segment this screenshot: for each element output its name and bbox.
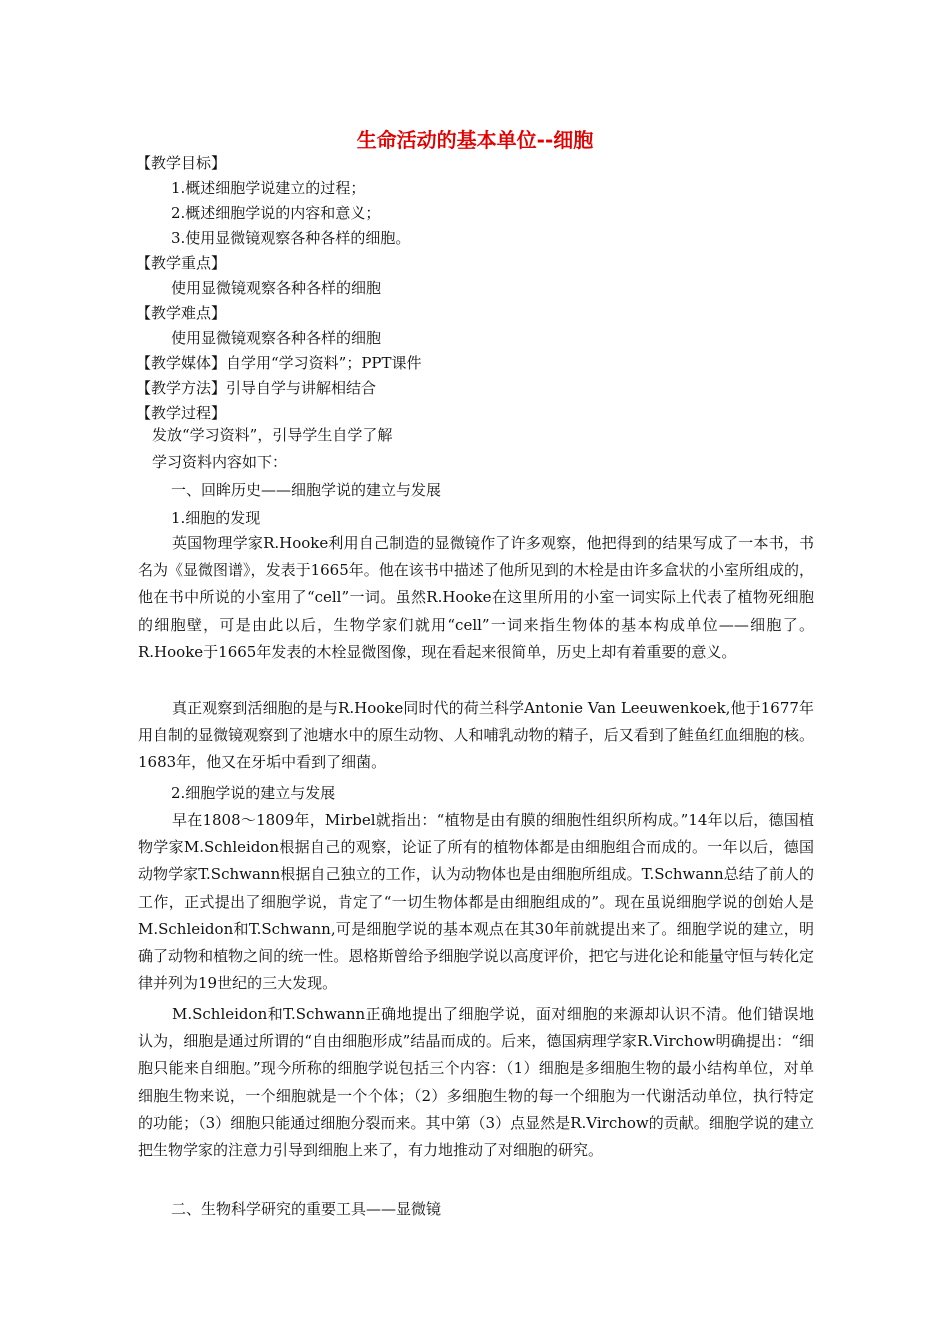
process-line: 发放“学习资料”，引导学生自学了解 — [152, 426, 393, 444]
media-line: 【教学媒体】自学用“学习资料”；PPT课件 — [136, 354, 422, 372]
goal-item: 1.概述细胞学说建立的过程； — [171, 179, 366, 197]
goal-item: 2.概述细胞学说的内容和意义； — [171, 204, 381, 222]
section-heading-2: 二、生物科学研究的重要工具——显微镜 — [171, 1200, 442, 1218]
key-text: 使用显微镜观察各种各样的细胞 — [171, 279, 382, 297]
subsection-heading-1: 1.细胞的发现 — [171, 509, 261, 527]
process-line: 学习资料内容如下： — [152, 453, 288, 471]
difficulty-text: 使用显微镜观察各种各样的细胞 — [171, 329, 382, 347]
paragraph-3: 早在1808～1809年，Mirbel就指出：“植物是由有膜的细胞性组织所构成。”14年以后，德国植物学家M.Schleidon根据自己的观察，论证了所有的植物体都是由细胞组合而成的。一年以后，德国动物学家T.Schwann根据自己独立的工作，认为动物体也是由细胞所组成。T.Schwann总结了前人的工作，正式提出了细胞学说，肯定了“一切生物体都是由细胞组成的”。现在虽说细胞学说的创始人是M.Schleidon和T.Schwann,可是细胞学说的基本观点在其30年前就提出来了。细胞学说的建立，明确了动物和植物之间的统一性。恩格斯曾给予细胞学说以高度评价，把它与进化论和能量守恒与转化定律并列为19世纪的三大发现。 — [138, 811, 814, 993]
paragraph-2: 真正观察到活细胞的是与R.Hooke同时代的荷兰科学Antonie Van Leeuwenkoek,他于1677年用自制的显微镜观察到了池塘水中的原生动物、人和哺乳动物的精子，后又看到了鲑鱼红血细胞的核。1683年，他又在牙垢中看到了细菌。 — [138, 699, 814, 772]
key-heading: 【教学重点】 — [136, 254, 227, 272]
method-line: 【教学方法】引导自学与讲解相结合 — [136, 379, 377, 397]
section-heading-1: 一、回眸历史——细胞学说的建立与发展 — [171, 481, 442, 499]
paragraph-4: M.Schleidon和T.Schwann正确地提出了细胞学说，面对细胞的来源却认识不清。他们错误地认为，细胞是通过所谓的“自由细胞形成”结晶而成的。后来，德国病理学家R.Virchow明确提出：“细胞只能来自细胞。”现今所称的细胞学说包括三个内容：（1）细胞是多细胞生物的最小结构单位，对单细胞生物来说，一个细胞就是一个个体；（2）多细胞生物的每一个细胞为一代谢活动单位，执行特定的功能；（3）细胞只能通过细胞分裂而来。其中第（3）点显然是R.Virchow的贡献。细胞学说的建立把生物学家的注意力引导到细胞上来了，有力地推动了对细胞的研究。 — [138, 1005, 814, 1160]
goal-heading: 【教学目标】 — [136, 154, 227, 172]
paragraph-1: 英国物理学家R.Hooke利用自己制造的显微镜作了许多观察，他把得到的结果写成了一本书，书名为《显微图谱》，发表于1665年。他在该书中描述了他所见到的木栓是由许多盒状的小室所组成的，他在书中所说的小室用了“cell”一词。虽然R.Hooke在这里所用的小室一词实际上代表了植物死细胞的细胞壁，可是由此以后，生物学家们就用“cell”一词来指生物体的基本构成单位——细胞了。R.Hooke于1665年发表的木栓显微图像，现在看起来很简单，历史上却有着重要的意义。 — [138, 534, 814, 661]
subsection-heading-2: 2.细胞学说的建立与发展 — [171, 784, 336, 802]
goal-item: 3.使用显微镜观察各种各样的细胞。 — [171, 229, 411, 247]
process-heading: 【教学过程】 — [136, 404, 227, 422]
difficulty-heading: 【教学难点】 — [136, 304, 227, 322]
page-title: 生命活动的基本单位--细胞 — [356, 128, 594, 152]
